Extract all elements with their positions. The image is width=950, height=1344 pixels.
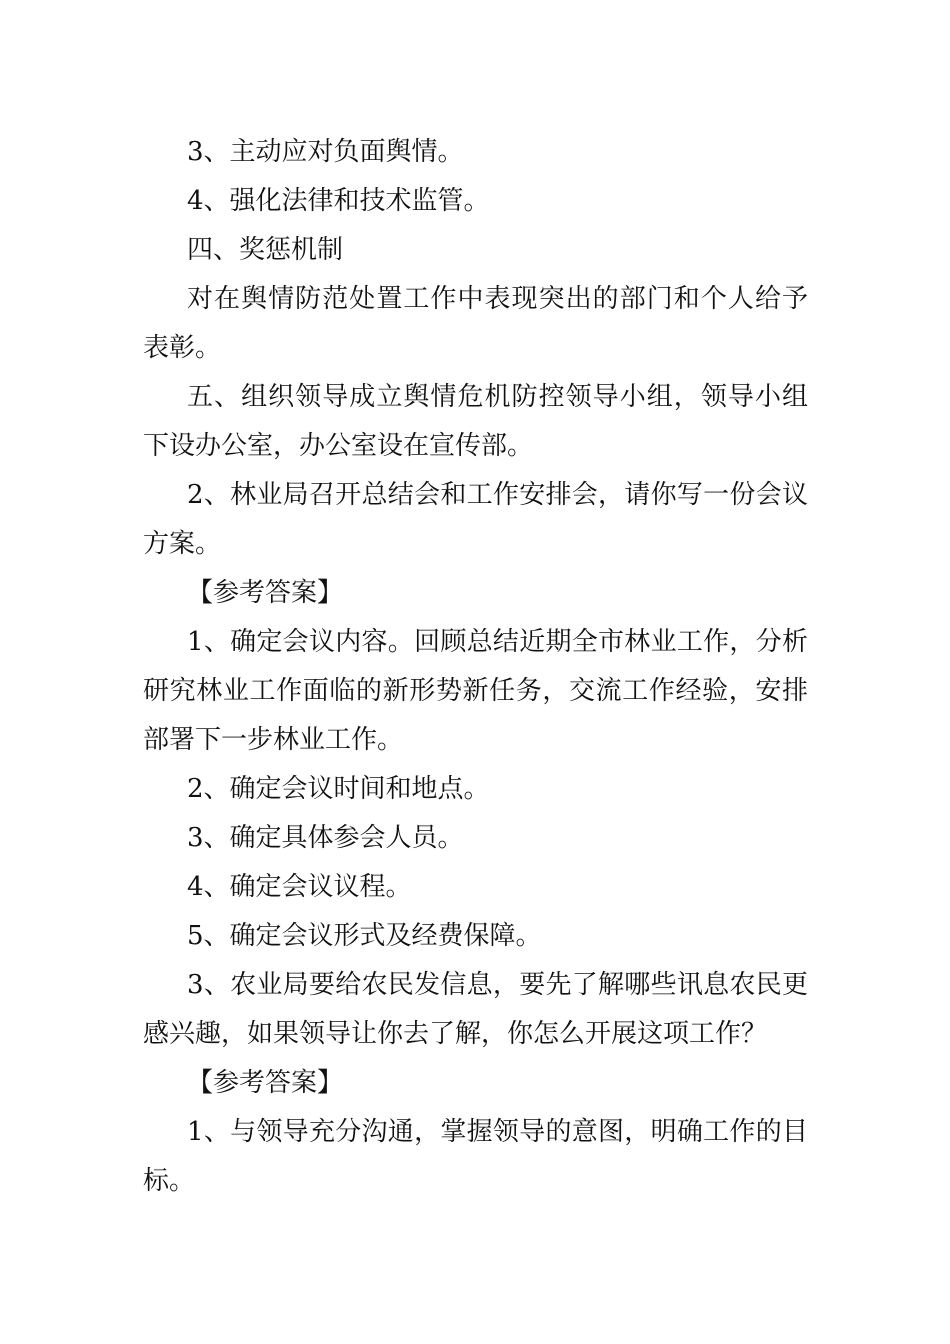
answer-item-2: 2、确定会议时间和地点。 [187, 774, 490, 804]
paragraph-2: 4、强化法律和技术监管。 [187, 186, 490, 216]
reference-answer-label-1: 【参考答案】 [187, 578, 344, 608]
paragraph-1: 3、主动应对负面舆情。 [187, 137, 464, 167]
answer-item-q3-1: 1、与领导充分沟通，掌握领导的意图，明确工作的目标。 [143, 1117, 808, 1196]
section-heading-rewards: 四、奖惩机制 [187, 235, 344, 265]
answer-item-5: 5、确定会议形式及经费保障。 [187, 921, 542, 951]
answer-item-4: 4、确定会议议程。 [187, 872, 412, 902]
question-2: 2、林业局召开总结会和工作安排会，请你写一份会议方案。 [143, 480, 808, 559]
answer-item-3: 3、确定具体参会人员。 [187, 823, 464, 853]
answer-item-1: 1、确定会议内容。回顾总结近期全市林业工作，分析研究林业工作面临的新形势新任务，交流工作经验，安排部署下一步林业工作。 [143, 627, 808, 755]
paragraph-4: 对在舆情防范处置工作中表现突出的部门和个人给予表彰。 [143, 284, 808, 363]
question-3: 3、农业局要给农民发信息，要先了解哪些讯息农民更感兴趣，如果领导让你去了解，你怎么开展这项工作？ [143, 970, 808, 1049]
paragraph-5: 五、组织领导成立舆情危机防控领导小组，领导小组下设办公室，办公室设在宣传部。 [143, 382, 808, 461]
reference-answer-label-2: 【参考答案】 [187, 1068, 344, 1098]
document-body [143, 128, 808, 1206]
